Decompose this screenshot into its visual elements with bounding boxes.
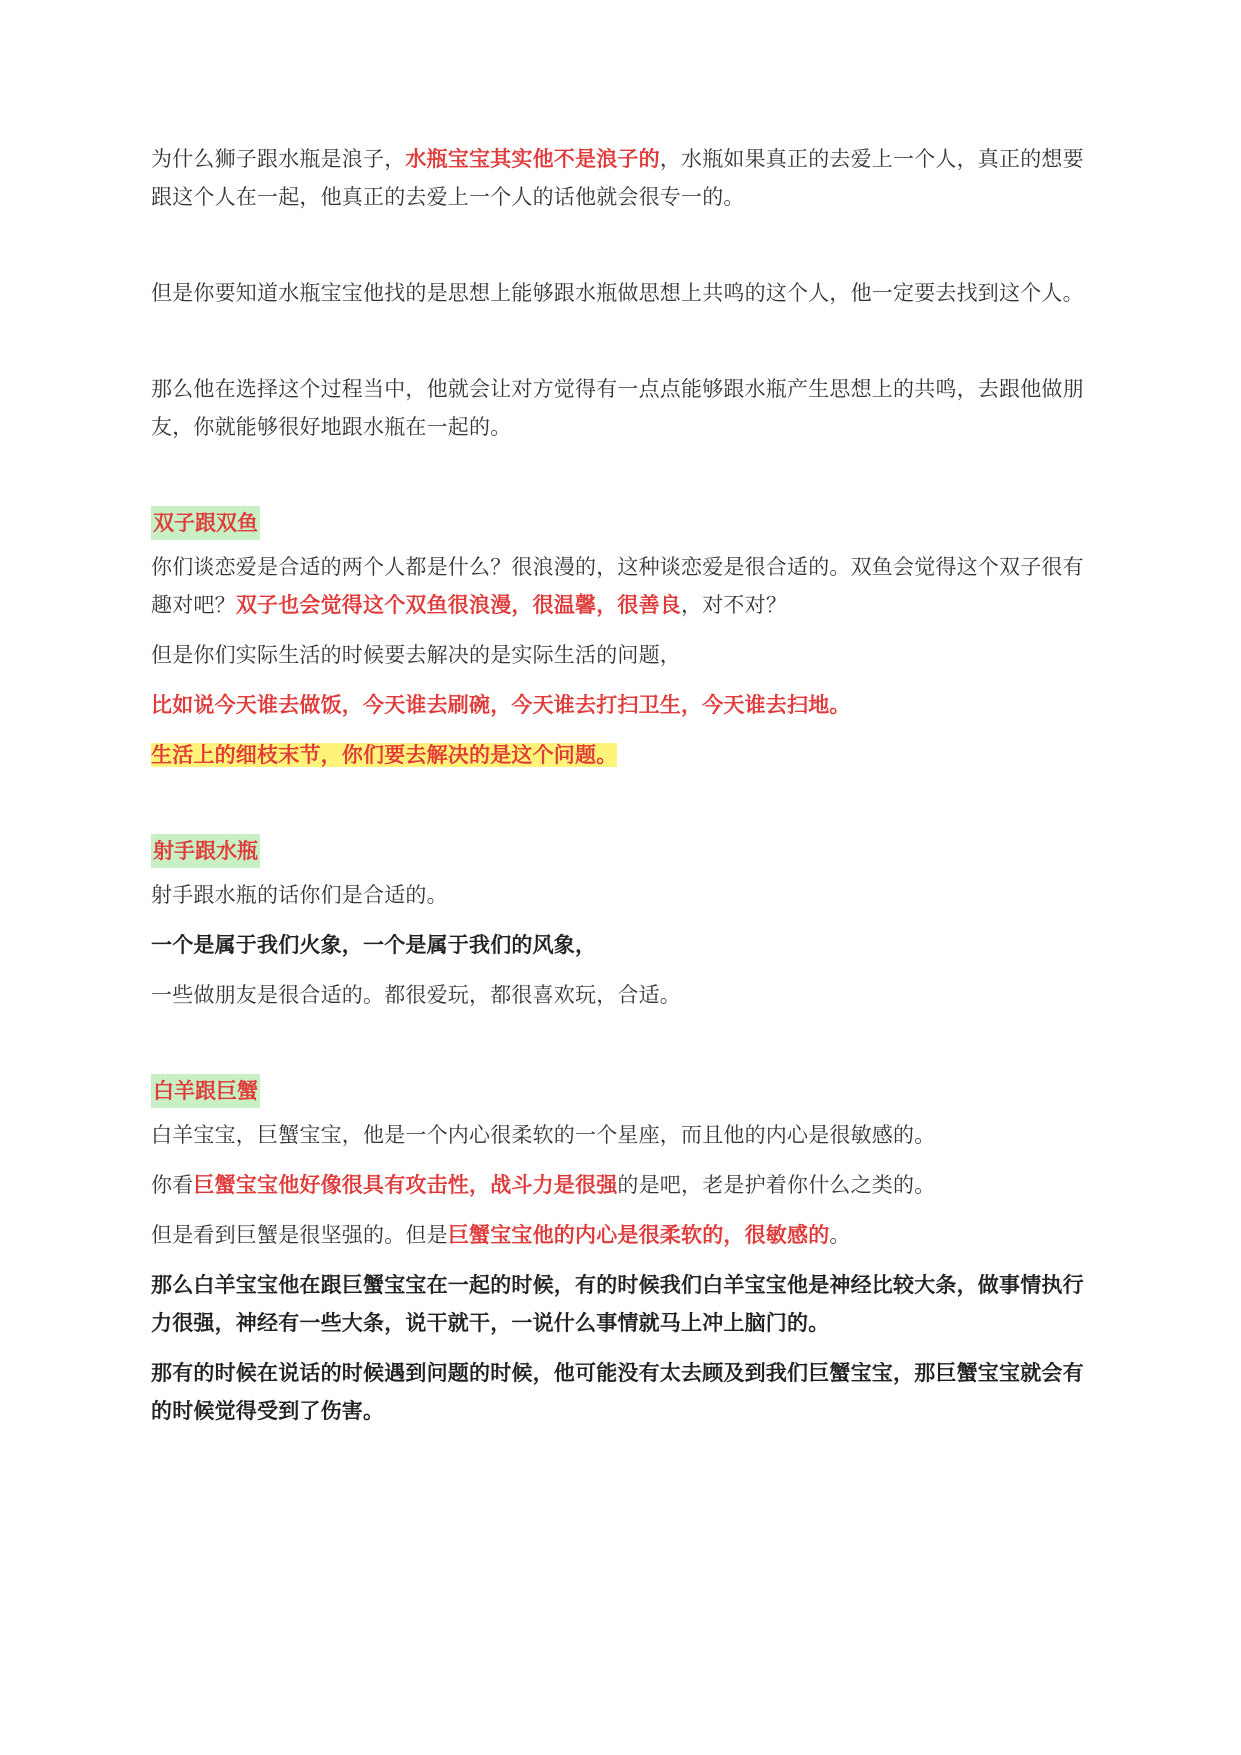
highlight-text: 生活上的细枝末节，你们要去解决的是这个问题。 bbox=[151, 743, 618, 767]
text: 但是看到巨蟹是很坚强的。但是 bbox=[151, 1223, 448, 1247]
paragraph bbox=[151, 1216, 1091, 1254]
section-heading-sagittarius-aquarius: 射手跟水瓶 bbox=[151, 834, 260, 868]
paragraph: 但是你们实际生活的时候要去解决的是实际生活的问题， bbox=[151, 643, 681, 667]
emphasis-text: 双子也会觉得这个双鱼很浪漫，很温馨，很善良 bbox=[235, 593, 682, 617]
text: ，水瓶如果真正的去爱上一个人，真正的想要跟这个人在一起，他真正的去爱上一个人的话他就会很专一的。 bbox=[151, 147, 1084, 209]
bold-paragraph: 那么白羊宝宝他在跟巨蟹宝宝在一起的时候，有的时候我们白羊宝宝他是神经比较大条，做事情执行力很强，神经有一些大条，说干就干，一说什么事情就马上冲上脑门的。 bbox=[151, 1273, 1084, 1335]
text: 的是吧，老是护着你什么之类的。 bbox=[617, 1173, 936, 1197]
text: 为什么狮子跟水瓶是浪子， bbox=[151, 147, 406, 171]
text: ，对不对？ bbox=[681, 593, 788, 617]
paragraph: 一些做朋友是很合适的。都很爱玩，都很喜欢玩，合适。 bbox=[151, 983, 681, 1007]
section-heading-aries-cancer: 白羊跟巨蟹 bbox=[151, 1074, 260, 1108]
text: 你看 bbox=[151, 1173, 194, 1197]
paragraph: 射手跟水瓶的话你们是合适的。 bbox=[151, 883, 448, 907]
paragraph-aquarius-resonance: 但是你要知道水瓶宝宝他找的是思想上能够跟水瓶做思想上共鸣的这个人，他一定要去找到这个人。 bbox=[151, 281, 1084, 305]
paragraph bbox=[151, 1166, 1091, 1204]
paragraph-aquarius-friends: 那么他在选择这个过程当中，他就会让对方觉得有一点点能够跟水瓶产生思想上的共鸣，去跟他做朋友，你就能够很好地跟水瓶在一起的。 bbox=[151, 377, 1084, 439]
highlighted-paragraph bbox=[151, 736, 1091, 774]
text: 。 bbox=[829, 1223, 851, 1247]
paragraph bbox=[151, 548, 1091, 624]
bold-paragraph: 一个是属于我们火象，一个是属于我们的风象， bbox=[151, 933, 597, 957]
text: 你们谈恋爱是合适的两个人都是什么？很浪漫的，这种谈恋爱是很合适的。双鱼会觉得这个双子很有趣对吧？ bbox=[151, 555, 1084, 617]
emphasis-paragraph: 比如说今天谁去做饭，今天谁去刷碗，今天谁去打扫卫生，今天谁去扫地。 bbox=[151, 693, 851, 717]
paragraph: 白羊宝宝，巨蟹宝宝，他是一个内心很柔软的一个星座，而且他的内心是很敏感的。 bbox=[151, 1123, 936, 1147]
emphasis-text: 水瓶宝宝其实他不是浪子的 bbox=[405, 147, 660, 171]
emphasis-text: 巨蟹宝宝他好像很具有攻击性，战斗力是很强 bbox=[193, 1173, 618, 1197]
emphasis-text: 巨蟹宝宝他的内心是很柔软的，很敏感的 bbox=[447, 1223, 830, 1247]
section-heading-gemini-pisces: 双子跟双鱼 bbox=[151, 506, 260, 540]
paragraph-lion-aquarius bbox=[151, 140, 1091, 216]
bold-paragraph: 那有的时候在说话的时候遇到问题的时候，他可能没有太去顾及到我们巨蟹宝宝，那巨蟹宝宝就会有的时候觉得受到了伤害。 bbox=[151, 1361, 1084, 1423]
document-page bbox=[151, 140, 1091, 1430]
